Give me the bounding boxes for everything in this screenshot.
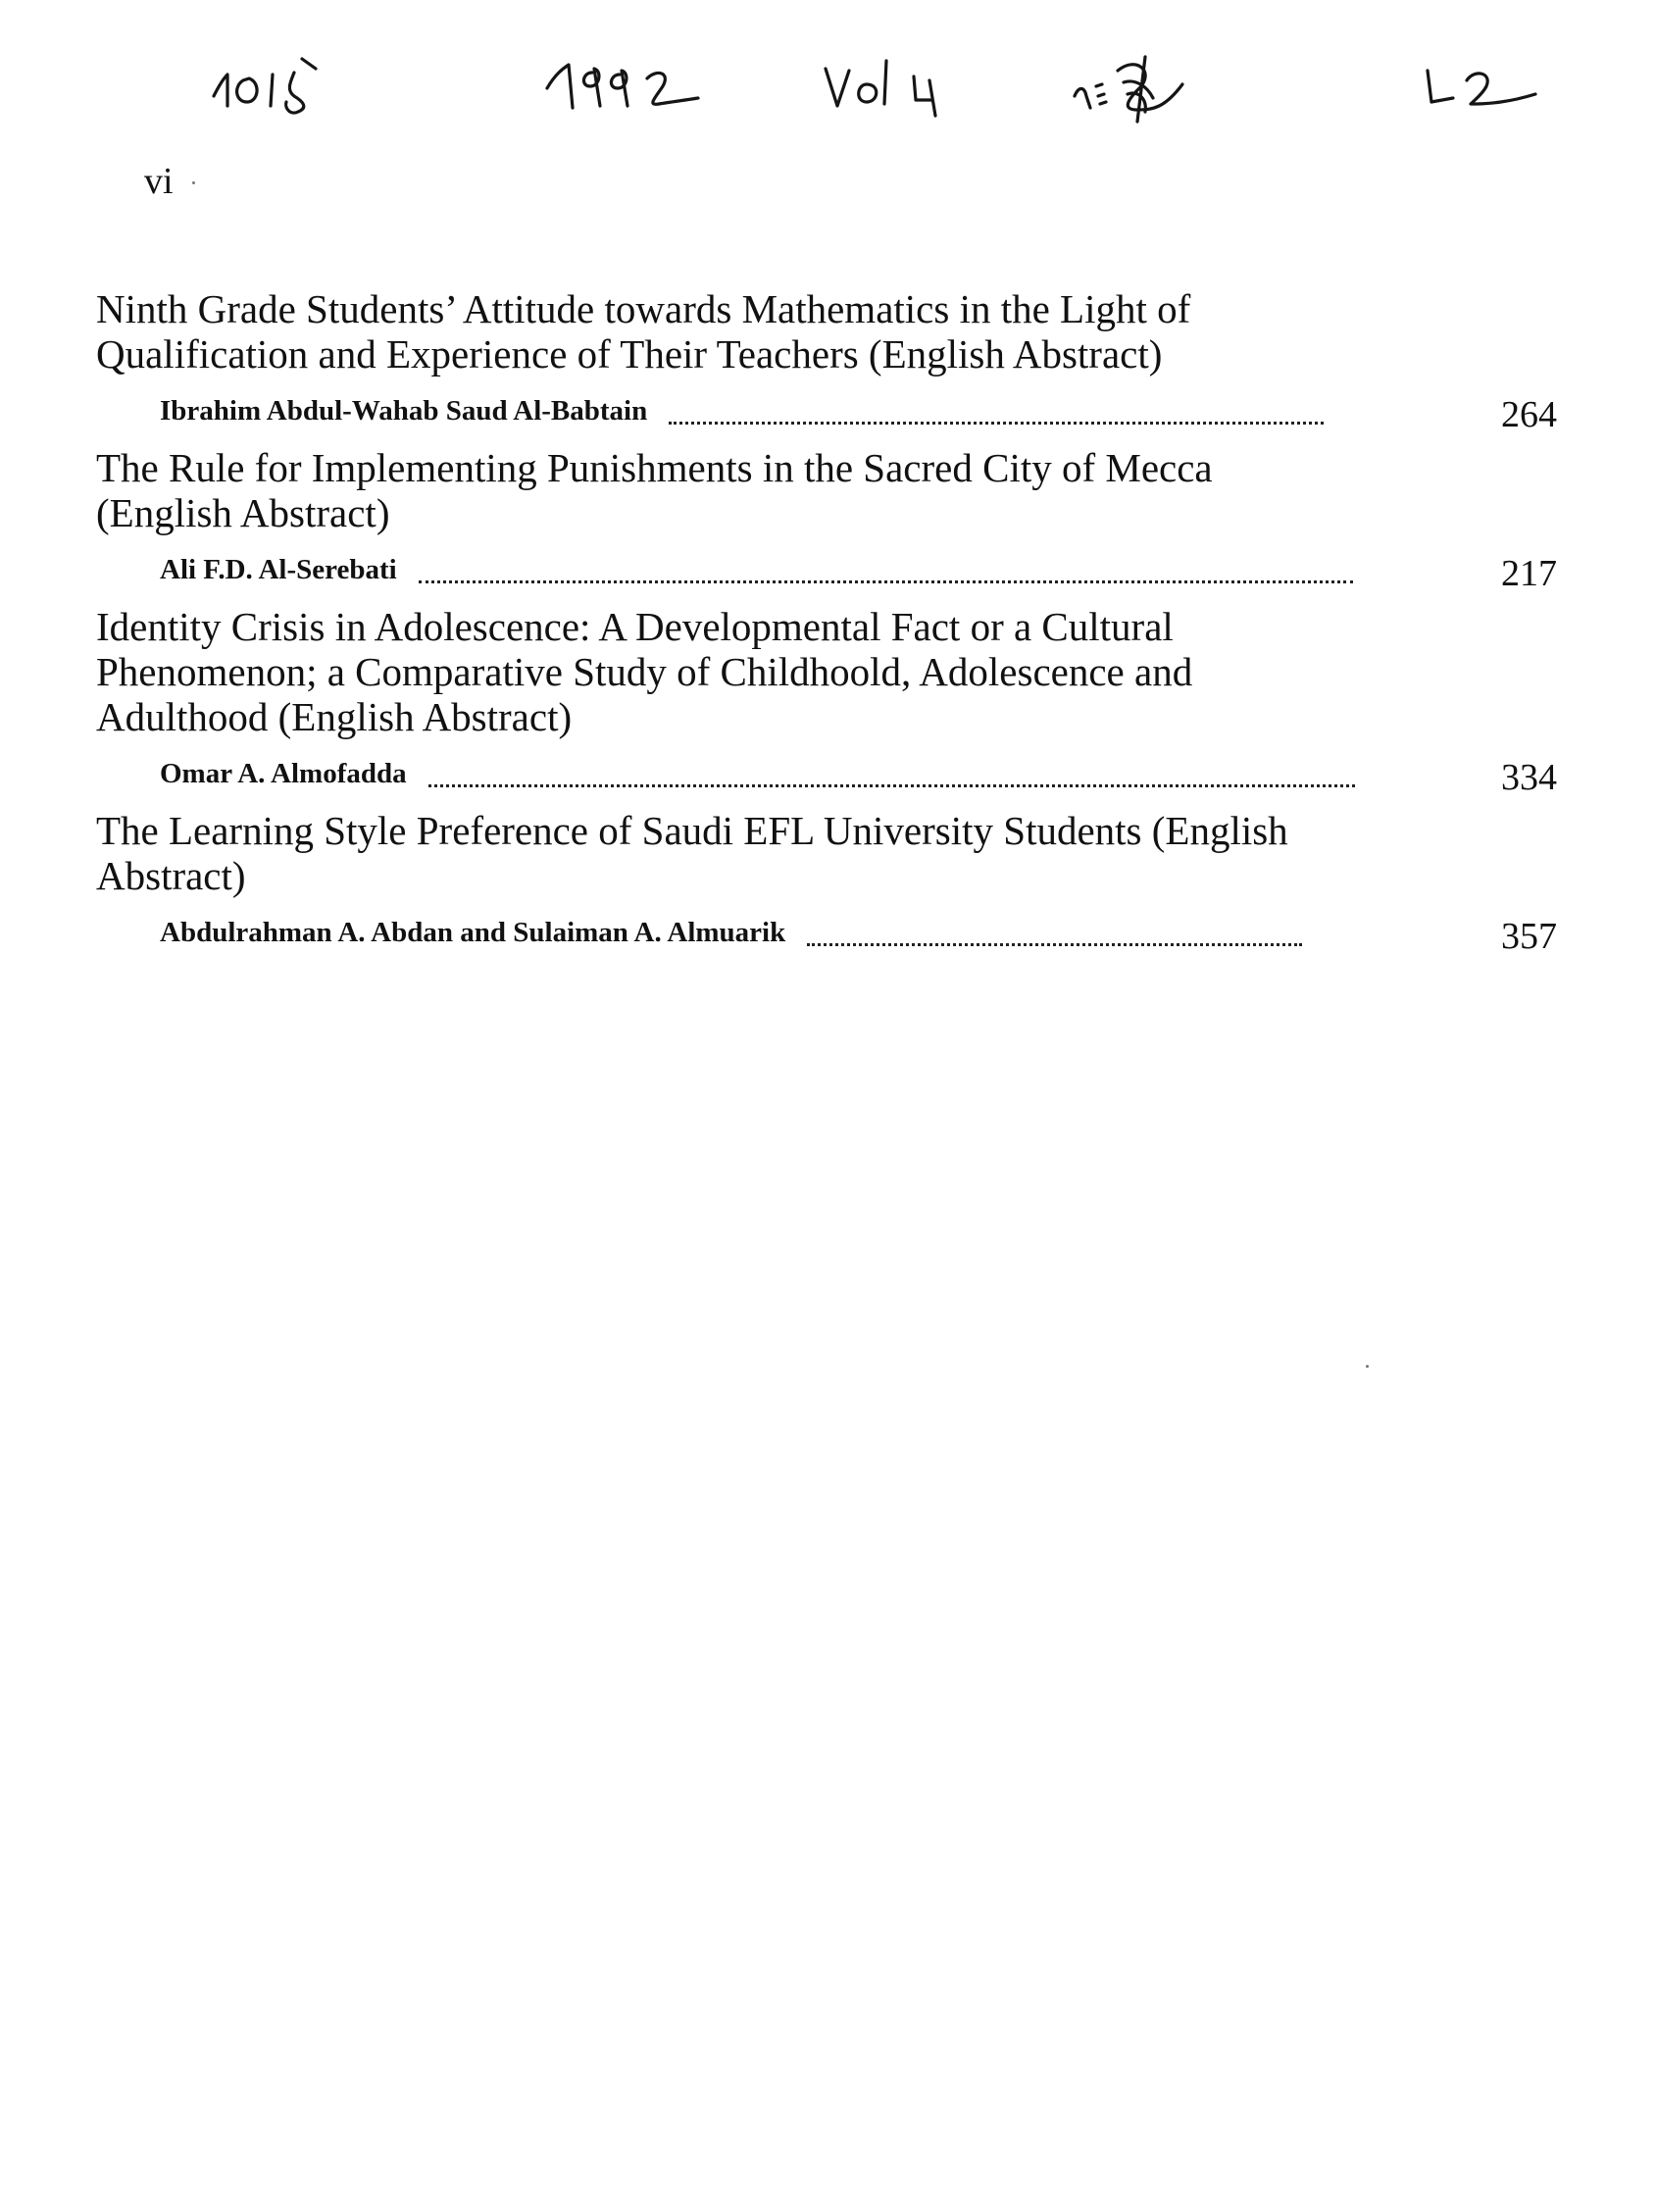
handwritten-annotation [0, 0, 1656, 157]
handwriting-stroke [1428, 71, 1453, 102]
page-number: vi [144, 161, 174, 202]
toc-entry [96, 445, 1567, 594]
dot-leader [428, 755, 1355, 787]
article-title: Identity Crisis in Adolescence: A Developmental Fact or a Cultural Phenomenon; a Comparative Study of Childhoold, Adolescence and Adulthood (English Abstract) [96, 604, 1193, 739]
table-of-contents [96, 286, 1567, 967]
article-title: The Learning Style Preference of Saudi EFL University Students (English Abstract) [96, 808, 1288, 898]
page-number-ref: 334 [1501, 757, 1557, 798]
page-number-ref: 217 [1501, 553, 1557, 594]
scan-speck [192, 181, 195, 184]
page-number-ref: 264 [1501, 394, 1557, 435]
author-name: Omar A. Almofadda [160, 758, 407, 789]
handwriting-stroke [884, 61, 886, 104]
handwriting-stroke [929, 80, 935, 116]
handwriting-stroke [611, 71, 627, 106]
handwriting-stroke [271, 75, 273, 106]
byline [96, 382, 1567, 435]
handwriting-stroke [1118, 65, 1182, 110]
dot-leader [669, 392, 1324, 425]
handwriting-stroke [859, 84, 877, 102]
dot-leader [807, 914, 1302, 946]
handwriting-stroke [214, 75, 227, 106]
toc-entry [96, 286, 1567, 435]
article-title: The Rule for Implementing Punishments in the Sacred City of Mecca (English Abstract) [96, 445, 1213, 535]
handwriting-stroke [583, 69, 600, 106]
handwriting-stroke [237, 78, 257, 102]
toc-entry [96, 604, 1567, 798]
handwriting-stroke [647, 73, 698, 104]
handwriting-stroke [302, 59, 316, 69]
byline [96, 745, 1567, 798]
handwriting-stroke [1096, 84, 1106, 104]
scan-speck [1366, 1365, 1369, 1368]
article-title: Ninth Grade Students’ Attitude towards Mathematics in the Light of Qualification and Experience of Their Teachers (English Abstract) [96, 286, 1191, 377]
toc-entry [96, 808, 1567, 957]
byline [96, 541, 1567, 594]
handwriting-stroke [826, 69, 849, 106]
dot-leader [419, 551, 1353, 583]
handwriting-stroke [547, 65, 573, 108]
author-name: Ali F.D. Al-Serebati [160, 554, 397, 585]
page-number-ref: 357 [1501, 916, 1557, 957]
byline [96, 904, 1567, 957]
author-name: Ibrahim Abdul-Wahab Saud Al-Babtain [160, 395, 648, 427]
handwriting-stroke [1467, 74, 1535, 104]
handwriting-stroke [1075, 89, 1090, 109]
author-name: Abdulrahman A. Abdan and Sulaiman A. Almuarik [160, 917, 786, 948]
handwriting-stroke [286, 73, 304, 113]
